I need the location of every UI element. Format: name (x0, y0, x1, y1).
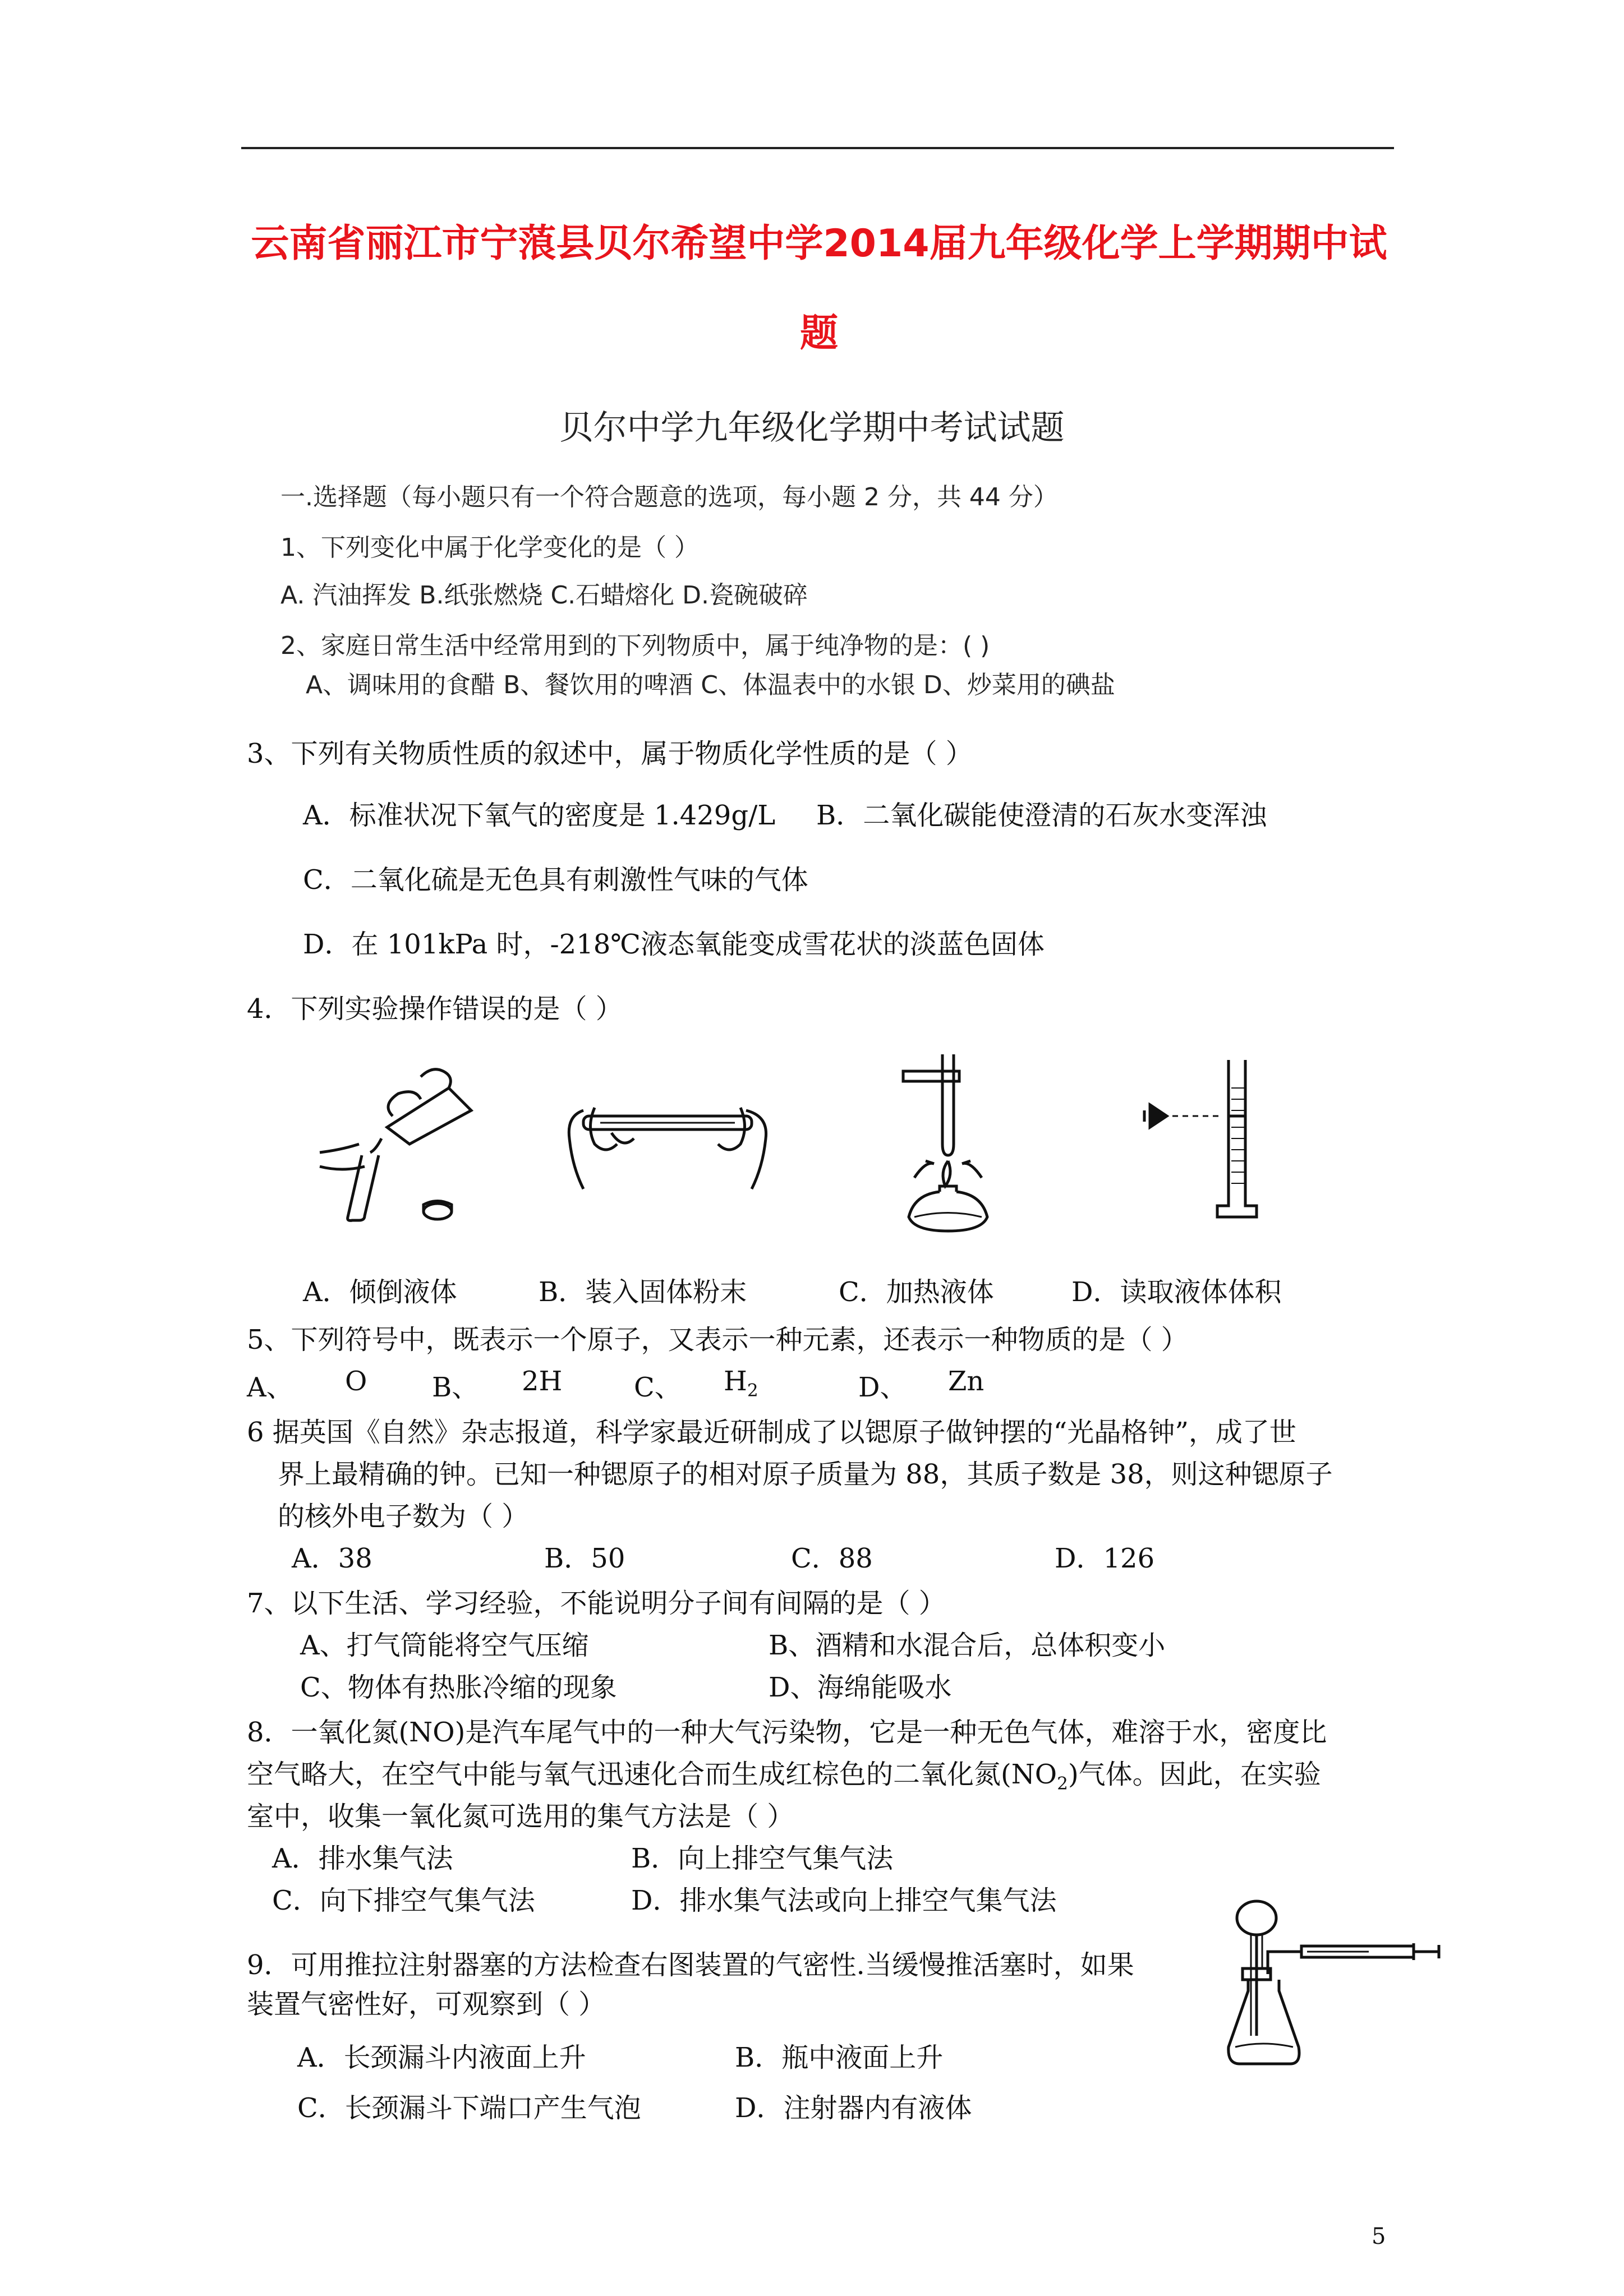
q8-line2: 空气略大，在空气中能与氧气迅速化合而生成红棕色的二氧化氮$(NO_2)$气体。因此，在实验 (247, 1759, 1321, 1794)
q8-option-c: C．向下排空气集气法 (272, 1885, 535, 1916)
q5-option-a-label: A、 (247, 1372, 293, 1403)
q7-option-d: D、海绵能吸水 (769, 1672, 952, 1703)
q5-option-b-label: B、 (432, 1372, 479, 1403)
q6-line3: 的核外电子数为（ ） (278, 1501, 529, 1532)
figure-airtightness-apparatus (1223, 1896, 1447, 2069)
q8-option-b: B．向上排空气集气法 (631, 1843, 894, 1874)
document-title-line1: 云南省丽江市宁蒗县贝尔希望中学2014届九年级化学上学期期中试 (251, 222, 1387, 266)
q8-option-a: A．排水集气法 (272, 1843, 453, 1874)
q9-option-b: B．瓶中液面上升 (735, 2042, 944, 2073)
q7-option-c: C、物体有热胀冷缩的现象 (300, 1672, 617, 1703)
q6-option-a: A．38 (292, 1543, 372, 1574)
q8-line1: 8．一氧化氮(NO)是汽车尾气中的一种大气污染物，它是一种无色气体，难溶于水，密度比 (247, 1717, 1327, 1748)
q6-line2: 界上最精确的钟。已知一种锶原子的相对原子质量为 88，其质子数是 38，则这种锶原子 (278, 1459, 1333, 1490)
q1-stem: 1、下列变化中属于化学变化的是（ ） (280, 533, 699, 562)
q8-option-d: D．排水集气法或向上排空气集气法 (631, 1885, 1057, 1916)
section-heading: 一.选择题（每小题只有一个符合题意的选项，每小题 2 分，共 44 分） (280, 483, 1058, 511)
q5-option-d: Zn (948, 1366, 984, 1397)
q7-stem: 7、以下生活、学习经验，不能说明分子间有间隔的是（ ） (247, 1588, 946, 1619)
q1-options: A. 汽油挥发 B.纸张燃烧 C.石蜡熔化 D.瓷碗破碎 (280, 581, 808, 610)
q3-stem: 3、下列有关物质性质的叙述中，属于物质化学性质的是（ ） (247, 738, 973, 769)
q6-line1: 6 据英国《自然》杂志报道，科学家最近研制成了以锶原子做钟摆的“光晶格钟”，成了世 (247, 1417, 1296, 1448)
q2-options: A、调味用的食醋 B、餐饮用的啤酒 C、体温表中的水银 D、炒菜用的碘盐 (306, 671, 1115, 699)
q9-line1: 9．可用推拉注射器塞的方法检查右图装置的气密性.当缓慢推活塞时，如果 (247, 1949, 1134, 1981)
q4-stem: 4．下列实验操作错误的是（ ） (247, 993, 623, 1025)
q9-option-d: D．注射器内有液体 (735, 2092, 972, 2124)
q5-option-d-label: D、 (858, 1372, 907, 1403)
q9-line2: 装置气密性好，可观察到（ ） (247, 1989, 606, 2020)
figure-reading-volume (1133, 1054, 1279, 1223)
q5-stem: 5、下列符号中，既表示一个原子，又表示一种元素，还表示一种物质的是（ ） (247, 1324, 1188, 1356)
exam-title: 贝尔中学九年级化学期中考试试题 (559, 408, 1065, 448)
q4-option-b: B．装入固体粉末 (539, 1276, 747, 1308)
figure-loading-powder (561, 1077, 774, 1211)
q3-option-d: D．在 101kPa 时，-218℃液态氧能变成雪花状的淡蓝色固体 (303, 929, 1045, 960)
q6-option-b: B．50 (544, 1543, 625, 1574)
q5-option-c: $H_2$ (724, 1366, 758, 1401)
q5-option-a: O (345, 1366, 367, 1397)
q4-option-a: A．倾倒液体 (303, 1276, 457, 1308)
q2-stem: 2、家庭日常生活中经常用到的下列物质中，属于纯净物的是：( ) (280, 631, 990, 660)
figure-pouring-liquid (309, 1054, 477, 1223)
page-number: 5 (1372, 2224, 1386, 2249)
document-title-line2: 题 (799, 311, 838, 356)
q6-option-d: D．126 (1055, 1543, 1155, 1574)
q4-option-d: D．读取液体体积 (1071, 1276, 1282, 1308)
q9-option-a: A．长颈漏斗内液面上升 (297, 2042, 586, 2073)
q3-option-a: A．标准状况下氧气的密度是 1.429g/L (303, 800, 776, 831)
q3-option-c: C．二氧化硫是无色具有刺激性气味的气体 (303, 864, 808, 896)
header-rule (241, 147, 1394, 149)
q8-line3: 室中，收集一氧化氮可选用的集气方法是（ ） (247, 1801, 794, 1832)
q5-option-c-label: C、 (634, 1372, 682, 1403)
q6-option-c: C．88 (791, 1543, 873, 1574)
q9-option-c: C．长颈漏斗下端口产生气泡 (297, 2092, 641, 2124)
q7-option-a: A、打气筒能将空气压缩 (300, 1630, 589, 1661)
q7-option-b: B、酒精和水混合后，总体积变小 (769, 1630, 1166, 1661)
q3-option-b: B．二氧化碳能使澄清的石灰水变浑浊 (816, 800, 1267, 831)
q5-option-b: 2H (522, 1366, 563, 1397)
q4-option-c: C．加热液体 (839, 1276, 994, 1308)
figure-heating-liquid (892, 1049, 1004, 1234)
